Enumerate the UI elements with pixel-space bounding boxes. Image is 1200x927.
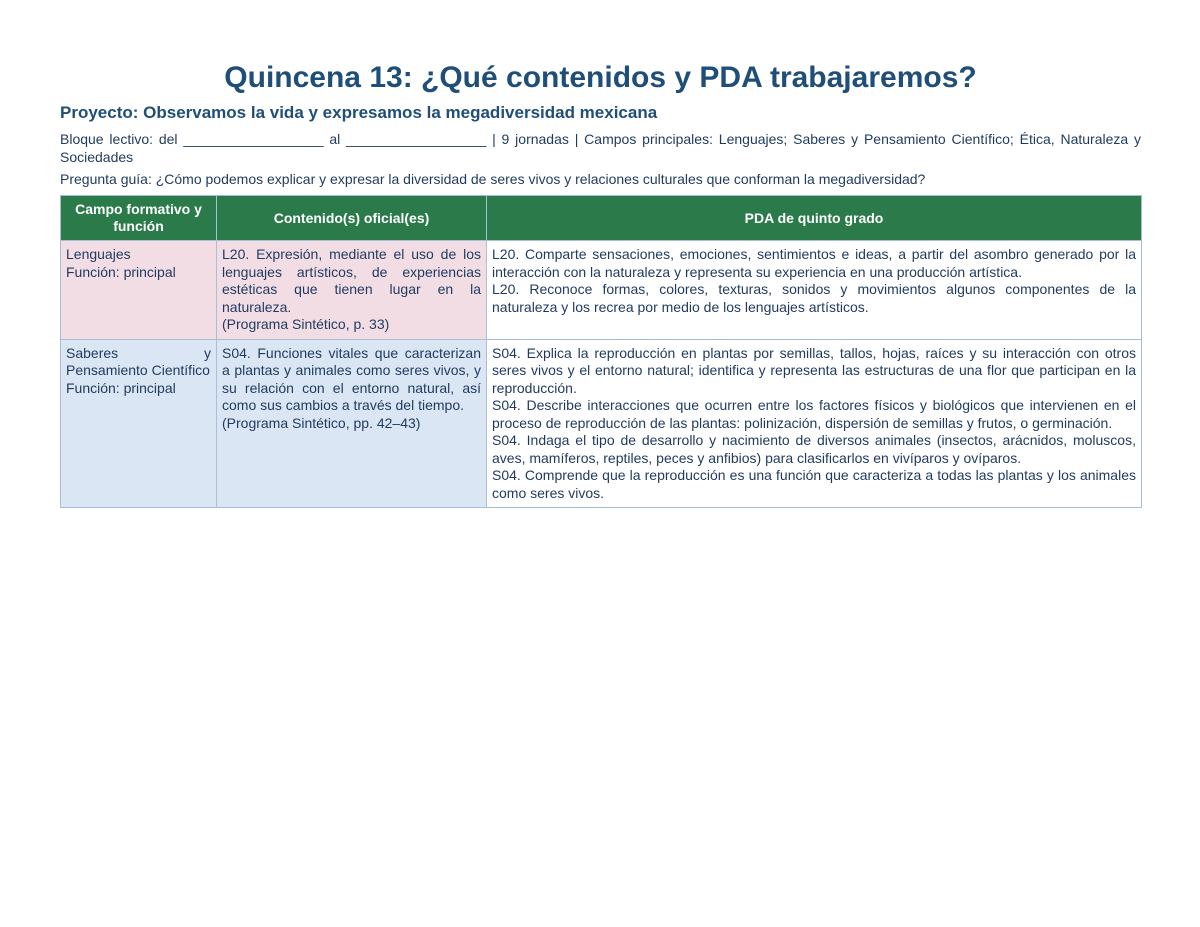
project-subtitle: Proyecto: Observamos la vida y expresamos la megadiversidad mexicana <box>60 103 658 122</box>
header-campo: Campo formativo y función <box>61 196 217 241</box>
pda-item: S04. Indaga el tipo de desarrollo y nacimiento de diversos animales (insectos, arácnidos, moluscos, aves, mamíferos, reptiles, peces y anfibios) para clasificarlos en vivíparos y ovíparos. <box>492 432 1136 466</box>
table-row-lenguajes <box>61 241 1142 340</box>
pda-item: S04. Describe interacciones que ocurren entre los factores físicos y biológicos que intervienen en el proceso de reproducción de las plantas: polinización, dispersión de semillas y frutos, o germinación. <box>492 397 1136 431</box>
table-header-row <box>61 196 1142 241</box>
contenido-reference: (Programa Sintético, pp. 42–43) <box>222 414 421 431</box>
table-row-saberes <box>61 339 1142 508</box>
pda-item: S04. Comprende que la reproducción es una función que caracteriza a todas las plantas y los animales como seres vivos. <box>492 467 1136 501</box>
contenido-text: S04. Funciones vitales que caracterizan a plantas y animales como seres vivos, y su relación con el entorno natural, así como sus cambios a través del tiempo. <box>222 344 481 413</box>
cell-contenido <box>217 339 487 508</box>
campo-name: Saberes y Pensamiento Científico <box>66 344 211 378</box>
cell-pda <box>487 339 1142 508</box>
page-title: Quincena 13: ¿Qué contenidos y PDA trabajaremos? <box>224 61 977 94</box>
contenido-text: L20. Expresión, mediante el uso de los lenguajes artísticos, de experiencias estéticas que tienen lugar en la naturaleza. <box>222 246 481 315</box>
block-info-line: Bloque lectivo: del __________________ al __________________ | 9 jornadas | Campos principales: Lenguajes; Saberes y Pensamiento Científico; Ética, Naturaleza y Sociedades <box>60 131 1141 165</box>
cell-contenido <box>217 241 487 340</box>
campo-function: Función: principal <box>66 379 176 396</box>
cell-campo <box>61 339 217 508</box>
campo-function: Función: principal <box>66 263 176 280</box>
campo-name: Lenguajes <box>66 246 131 262</box>
guide-question: Pregunta guía: ¿Cómo podemos explicar y expresar la diversidad de seres vivos y relaciones culturales que conforman la megadiversidad? <box>60 171 926 187</box>
pda-item: L20. Reconoce formas, colores, texturas, sonidos y movimientos algunos componentes de la naturaleza y los recrea por medio de los lenguajes artísticos. <box>492 281 1136 315</box>
pda-table <box>60 195 1142 508</box>
contenido-reference: (Programa Sintético, p. 33) <box>222 316 390 332</box>
header-pda: PDA de quinto grado <box>487 196 1142 241</box>
cell-campo <box>61 241 217 340</box>
pda-item: L20. Comparte sensaciones, emociones, sentimientos e ideas, a partir del asombro generado por la interacción con la naturaleza y representa su experiencia en una producción artística. <box>492 246 1136 280</box>
header-contenido: Contenido(s) oficial(es) <box>217 196 487 241</box>
cell-pda <box>487 241 1142 340</box>
pda-item: S04. Explica la reproducción en plantas por semillas, tallos, hojas, raíces y su interacción con otros seres vivos y el entorno natural; identifica y representa las estructuras de una flor que participan en la reproducción. <box>492 344 1136 396</box>
